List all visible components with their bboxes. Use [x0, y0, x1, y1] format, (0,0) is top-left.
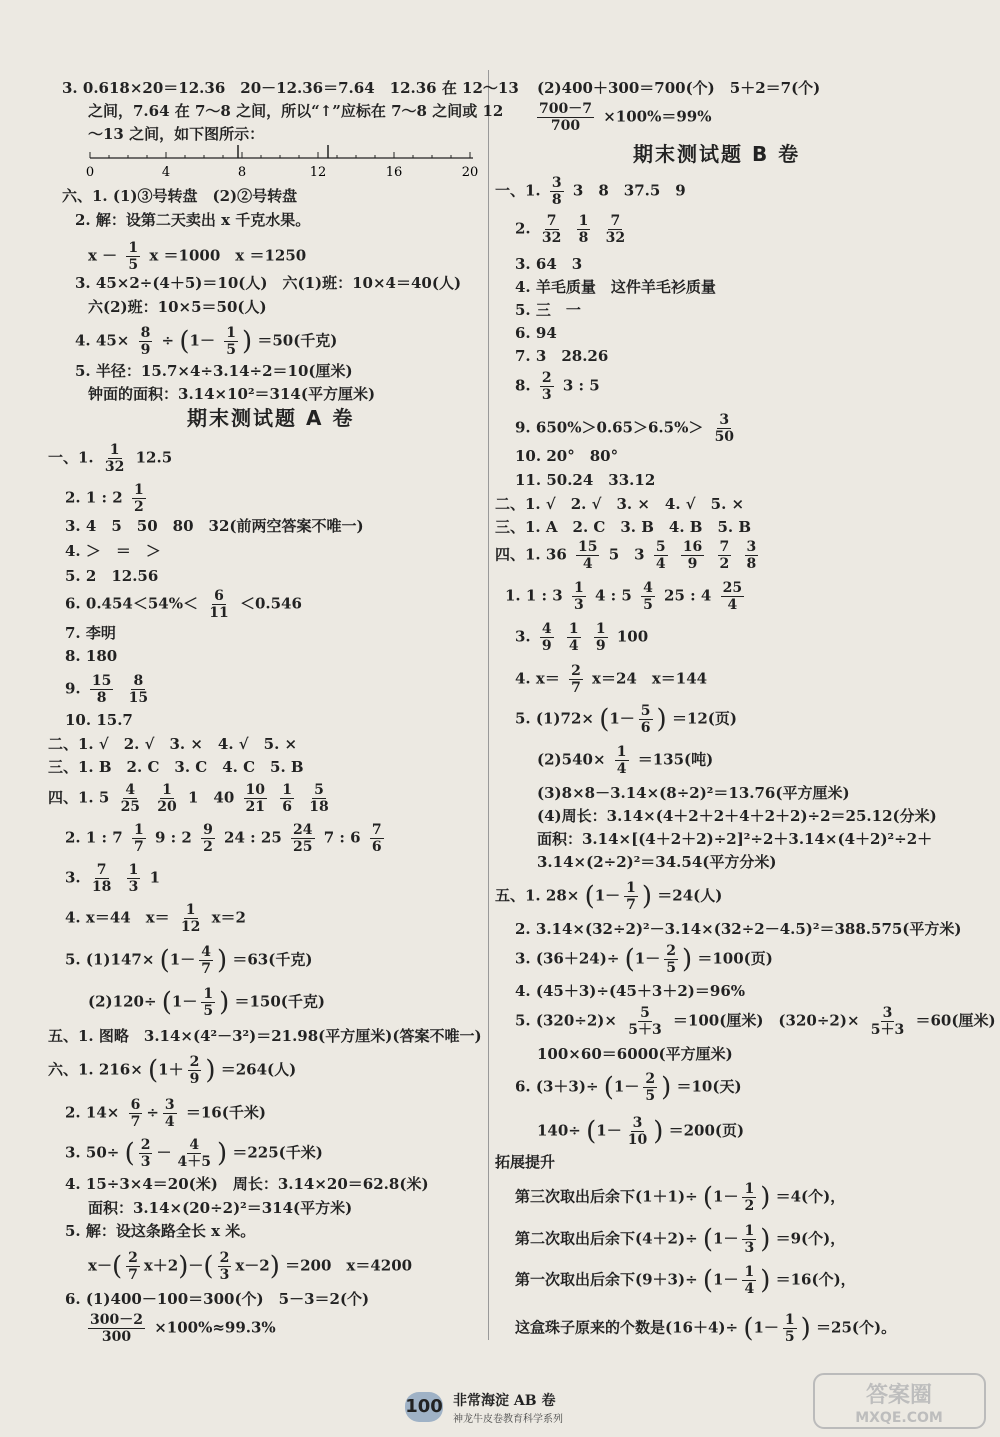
- text: 9. 650%＞0.65＞6.5%＞: [515, 418, 704, 437]
- fraction: $\frac{5}{4}$: [655, 539, 666, 572]
- fraction: $\frac{1}{4}$: [616, 744, 627, 777]
- text: 3.: [515, 627, 531, 646]
- text-line: 3. 0.618×20＝12.36 20－12.36＝7.64 12.36 在 12～13: [62, 79, 519, 97]
- fraction: $\frac{2}{3}$: [140, 1137, 151, 1170]
- equation-line: [65, 588, 302, 621]
- text: 5. (1)72×: [515, 709, 594, 728]
- fraction: $\frac{3}{50}$: [714, 412, 735, 445]
- text-line: 3. 45×2÷(4＋5)＝10(人) 六(1)班：10×4＝40(人): [75, 274, 462, 292]
- fraction: $\frac{8}{15}$: [128, 673, 149, 706]
- text: ×100%＝99%: [603, 107, 712, 126]
- text-line: (2)400＋300＝700(个) 5＋2＝7(个): [537, 79, 821, 97]
- text: 一、1.: [495, 181, 541, 200]
- fraction: $\frac{2}{5}$: [666, 943, 676, 976]
- fraction: $\frac{1}{6}$: [282, 782, 293, 815]
- text-line: 100×60＝6000(平方厘米): [537, 1045, 733, 1063]
- text: 24 : 25: [224, 828, 282, 847]
- equation-line: [65, 673, 154, 706]
- fraction: $\frac{25}{4}$: [722, 580, 743, 613]
- equation-line: [65, 862, 160, 895]
- text: 12.5: [135, 448, 173, 467]
- text: 四、1. 36: [495, 545, 567, 564]
- equation-line: [65, 822, 388, 855]
- equation-line: 5. (1)147× (1－ $\frac{4}{7}$ ) ＝63(千克): [65, 944, 313, 977]
- equation-line: 第二次取出后余下(4＋2)÷ (1－ $\frac{1}{3}$ ) ＝9(个)，: [515, 1223, 846, 1256]
- fraction: $\frac{2}{9}$: [189, 1054, 200, 1087]
- text-line: 六、1. (1)③号转盘 (2)②号转盘: [62, 187, 298, 205]
- text: ＝16(个)，: [775, 1270, 856, 1289]
- fraction: $\frac{3}{10}$: [627, 1115, 648, 1148]
- tick-label: 4: [161, 165, 171, 180]
- text: 5. (320÷2)×: [515, 1011, 617, 1030]
- text-line: 二、1. √ 2. √ 3. × 4. √ 5. ×: [495, 495, 745, 513]
- text-line: 之间，7.64 在 7～8 之间，所以“↑”应标在 7～8 之间或 12: [88, 102, 504, 120]
- fraction: $\frac{2}{7}$: [128, 1250, 138, 1283]
- fraction: $\frac{1}{3}$: [573, 580, 584, 613]
- fraction: $\frac{4}{4+5}$: [177, 1137, 211, 1170]
- fraction: $\frac{15}{8}$: [91, 673, 112, 706]
- fraction: $\frac{1}{3}$: [128, 862, 139, 895]
- text: ＝100(厘米) (320÷2)×: [672, 1011, 860, 1030]
- fraction: $\frac{5}{18}$: [309, 782, 329, 815]
- text: 第二次取出后余下(4＋2)÷: [515, 1229, 698, 1248]
- fraction: $\frac{2}{3}$: [541, 370, 552, 403]
- text: 五、1. 28×: [495, 886, 580, 905]
- equation-line: [65, 482, 150, 515]
- text: ＝16(千米): [185, 1103, 266, 1122]
- text: ＝150(千克): [234, 992, 325, 1011]
- text: 3.: [65, 868, 81, 887]
- text-line: 7. 李明: [65, 624, 116, 642]
- text: 一、1.: [48, 448, 94, 467]
- equation-line: 第一次取出后余下(9＋3)÷ (1－ $\frac{1}{4}$ ) ＝16(个)，: [515, 1264, 856, 1297]
- tick-label: 20: [461, 165, 479, 180]
- fraction: $\frac{300-2}{300}$: [90, 1312, 143, 1345]
- equation-line: [533, 101, 711, 134]
- text: 6. 0.454＜54%＜: [65, 594, 198, 613]
- fraction: $\frac{24}{25}$: [293, 822, 313, 855]
- text: 6. (3＋3)÷: [515, 1077, 599, 1096]
- equation-line: 6. (3＋3)÷ (1－ $\frac{2}{5}$ ) ＝10(天): [515, 1071, 742, 1104]
- text: 9 : 2: [154, 828, 192, 847]
- fraction: $\frac{5}{5+3}$: [628, 1005, 662, 1038]
- fraction: $\frac{3}{8}$: [551, 175, 562, 208]
- text-line: ～13 之间，如下图所示：: [88, 125, 265, 143]
- text-line: 面积：3.14×(20÷2)²＝314(平方米): [88, 1199, 353, 1217]
- text: ＝50(千克): [257, 331, 338, 350]
- text: ＝9(个)，: [775, 1229, 846, 1248]
- text: 1: [149, 868, 161, 887]
- equation-line: [48, 442, 172, 475]
- text-line: 4. ＞ ＝ ＞: [65, 542, 161, 560]
- text-line: 7. 3 28.26: [515, 347, 609, 365]
- text-line: 4. 羊毛质量 这件羊毛衫质量: [515, 278, 716, 296]
- text-line: 3. 4 5 50 80 32(前两空答案不唯一): [65, 517, 364, 535]
- text-line: 5. 三 一: [515, 301, 581, 319]
- equation-line: [84, 1312, 276, 1345]
- text: 2.: [515, 219, 531, 238]
- tick-label: 8: [237, 165, 247, 180]
- text-line: (4)周长：3.14×(4＋2＋2＋4＋2＋2)÷2＝25.12(分米): [537, 807, 937, 825]
- text: x＝24 x＝144: [592, 669, 708, 688]
- section-title-a: 期末测试题 A 卷: [187, 406, 355, 430]
- fraction: $\frac{1}{3}$: [744, 1223, 755, 1256]
- equation-line: 五、1. 28× (1－ $\frac{1}{7}$ ) ＝24(人): [495, 880, 723, 913]
- equation-line: 3. (36＋24)÷ (1－ $\frac{2}{5}$ ) ＝100(页): [515, 943, 773, 976]
- text: ＝24(人): [657, 886, 723, 905]
- text: 8.: [515, 376, 531, 395]
- text: 5 3: [608, 545, 645, 564]
- fraction: $\frac{1}{4}$: [568, 621, 579, 654]
- number-line: [85, 140, 480, 185]
- text: 9.: [65, 679, 81, 698]
- text: 1 40: [188, 788, 235, 807]
- text: x＝2: [211, 908, 246, 927]
- text-line: 5. 解：设这条路全长 x 米。: [65, 1222, 256, 1240]
- fraction: $\frac{4}{9}$: [541, 621, 552, 654]
- fraction: $\frac{7}{32}$: [605, 213, 626, 246]
- text: 第一次取出后余下(9＋3)÷: [515, 1270, 698, 1289]
- fraction: $\frac{1}{5}$: [226, 325, 236, 358]
- fraction: $\frac{7}{32}$: [541, 213, 562, 246]
- text: ＝12(页): [671, 709, 738, 728]
- fraction: $\frac{3}{5+3}$: [870, 1005, 905, 1038]
- text: ＝60(厘米): [915, 1011, 996, 1030]
- text-line: 10. 15.7: [65, 711, 133, 729]
- watermark-cn: 答案圈: [865, 1383, 933, 1408]
- equation-line: 2. 14× $\frac{6}{7}$ ÷ $\frac{3}{4}$ ＝16(千米): [65, 1097, 266, 1130]
- section-subtitle: 拓展提升: [495, 1153, 556, 1171]
- equation-line: [48, 782, 335, 815]
- equation-line: [515, 1005, 996, 1038]
- equation-line: 140÷ (1－ $\frac{3}{10}$ ) ＝200(页): [537, 1115, 745, 1148]
- equation-line: 这盒珠子原来的个数是(16＋4)÷ (1－ $\frac{1}{5}$ ) ＝25(个)。: [515, 1312, 897, 1345]
- text: (2)540×: [537, 750, 606, 769]
- equation-line: 六、1. 216× (1＋ $\frac{2}{9}$ ) ＝264(人): [48, 1054, 297, 1087]
- text: x ＝1000 x ＝1250: [149, 246, 307, 265]
- fraction: $\frac{1}{20}$: [157, 782, 177, 815]
- fraction: $\frac{6}{7}$: [130, 1097, 141, 1130]
- text: 3 8 37.5 9: [572, 181, 686, 200]
- tick-label: 16: [385, 165, 403, 180]
- fraction: $\frac{1}{7}$: [626, 880, 636, 913]
- fraction: $\frac{700-7}{700}$: [539, 101, 592, 134]
- text: 这盒珠子原来的个数是(16＋4)÷: [515, 1318, 739, 1337]
- text: ＝264(人): [220, 1060, 297, 1079]
- text-line: 5. 半径：15.7×4÷3.14÷2＝10(厘米): [75, 362, 353, 380]
- fraction: $\frac{7}{6}$: [371, 822, 382, 855]
- fraction: $\frac{2}{7}$: [571, 663, 581, 696]
- equation-line: 3. 50÷ ( $\frac{2}{3}$ － $\frac{4}{4+5}$ ) ＝225(千米): [65, 1137, 323, 1170]
- text: 2. 14×: [65, 1103, 120, 1122]
- text-line: 六(2)班：10×5＝50(人): [88, 298, 267, 316]
- fraction: $\frac{4}{25}$: [120, 782, 141, 815]
- text: ＝135(吨): [637, 750, 714, 769]
- text: 4 : 5: [594, 586, 632, 605]
- fraction: $\frac{4}{5}$: [643, 580, 653, 613]
- text: ＝100(页): [697, 949, 773, 968]
- text: (2)120÷: [88, 992, 157, 1011]
- text: 100: [616, 627, 649, 646]
- text-line: 三、1. A 2. C 3. B 4. B 5. B: [495, 518, 752, 536]
- fraction: $\frac{1}{12}$: [180, 902, 201, 935]
- text: 4. x＝44 x＝: [65, 908, 170, 927]
- text-line: 10. 20° 80°: [515, 447, 619, 465]
- text: ×100%≈99.3%: [154, 1318, 276, 1337]
- text: 140÷: [537, 1121, 581, 1140]
- text-line: 11. 50.24 33.12: [515, 471, 656, 489]
- text: ＝200 x＝4200: [285, 1256, 413, 1275]
- text: ＜0.546: [239, 594, 302, 613]
- text: 3 : 5: [562, 376, 600, 395]
- equation-line: [515, 663, 707, 696]
- text: ＝25(个)。: [816, 1318, 897, 1337]
- text: 25 : 4: [664, 586, 712, 605]
- text: 第三次取出后余下(1＋1)÷: [515, 1187, 698, 1206]
- text-line: 二、1. √ 2. √ 3. × 4. √ 5. ×: [48, 735, 298, 753]
- page-footer: [405, 1392, 563, 1425]
- tick-label: 0: [85, 165, 95, 180]
- series-title: 非常海淀 AB 卷: [453, 1393, 556, 1409]
- text: 2. 1 : 7: [65, 828, 123, 847]
- fraction: $\frac{1}{8}$: [578, 213, 589, 246]
- text: 4. 45×: [75, 331, 130, 350]
- text: 5. (1)147×: [65, 950, 155, 969]
- equation-line: 第三次取出后余下(1＋1)÷ (1－ $\frac{1}{2}$ ) ＝4(个)，: [515, 1181, 846, 1214]
- text-line: 3. 64 3: [515, 255, 583, 273]
- text: 1. 1 : 3: [505, 586, 563, 605]
- text: 六、1. 216×: [48, 1060, 143, 1079]
- fraction: $\frac{1}{32}$: [104, 442, 125, 475]
- text: 4. x＝: [515, 669, 560, 688]
- text: ÷: [161, 331, 175, 350]
- text: ＝225(千米): [232, 1143, 323, 1162]
- equation-line: [515, 412, 740, 445]
- text-line: 三、1. B 2. C 3. C 4. C 5. B: [48, 758, 304, 776]
- fraction: $\frac{5}{6}$: [640, 703, 651, 736]
- text: ＝10(天): [676, 1077, 742, 1096]
- text: ＝63(千克): [232, 950, 313, 969]
- fraction: $\frac{3}{4}$: [164, 1097, 175, 1130]
- fraction: $\frac{1}{4}$: [744, 1264, 755, 1297]
- watermark-logo: [812, 1372, 987, 1430]
- fraction: $\frac{7}{2}$: [719, 539, 730, 572]
- text-line: 5. 2 12.56: [65, 567, 159, 585]
- fraction: $\frac{1}{9}$: [595, 621, 606, 654]
- text-line: 面积：3.14×[(4＋2＋2)÷2]²÷2＋3.14×(4＋2)²÷2＋: [537, 830, 933, 848]
- text: ＝4(个)，: [775, 1187, 846, 1206]
- tick-label: 12: [309, 165, 327, 180]
- equation-line: [515, 370, 600, 403]
- text: 3. 50÷: [65, 1143, 120, 1162]
- page-number: 100: [405, 1392, 443, 1422]
- text-line: 4. (45＋3)÷(45＋3＋2)＝96%: [515, 982, 746, 1000]
- fraction: $\frac{2}{5}$: [645, 1071, 656, 1104]
- fraction: $\frac{1}{2}$: [133, 482, 144, 515]
- equation-line: [88, 240, 306, 273]
- equation-line: [515, 621, 648, 654]
- fraction: $\frac{9}{2}$: [203, 822, 213, 855]
- text-line: 2. 3.14×(32÷2)²－3.14×(32÷2－4.5)²＝388.575(平方米): [515, 920, 962, 938]
- fraction: $\frac{7}{18}$: [91, 862, 112, 895]
- equation-line: [537, 744, 713, 777]
- equation-line: [495, 175, 686, 208]
- fraction: $\frac{4}{7}$: [201, 944, 211, 977]
- text-line: 6. 94: [515, 324, 557, 342]
- text-line: (3)8×8－3.14×(8÷2)²＝13.76(平方厘米): [537, 784, 850, 802]
- text-line: 8. 180: [65, 647, 118, 665]
- fraction: $\frac{1}{5}$: [784, 1312, 795, 1345]
- fraction: $\frac{1}{5}$: [203, 986, 214, 1019]
- text-line: 五、1. 图略 3.14×(4²－3²)＝21.98(平方厘米)(答案不唯一): [48, 1027, 482, 1045]
- fraction: $\frac{1}{2}$: [744, 1181, 755, 1214]
- equation-line: [515, 213, 631, 246]
- watermark-en: MXQE.COM: [855, 1410, 943, 1426]
- fraction: $\frac{8}{9}$: [140, 325, 151, 358]
- text: x －: [88, 246, 118, 265]
- fraction: $\frac{16}{9}$: [682, 539, 703, 572]
- equation-line: (2)120÷ (1－ $\frac{1}{5}$ ) ＝150(千克): [88, 986, 325, 1019]
- text-line: 4. 15÷3×4＝20(米) 周长：3.14×20＝62.8(米): [65, 1175, 429, 1193]
- publisher-line: 神龙牛皮卷教育科学系列: [453, 1414, 563, 1425]
- text: 2. 1 : 2: [65, 488, 123, 507]
- section-title-b: 期末测试题 B 卷: [633, 142, 801, 166]
- fraction: $\frac{3}{8}$: [746, 539, 757, 572]
- equation-line: [495, 539, 762, 572]
- text: 7 : 6: [323, 828, 361, 847]
- text-line: 3.14×(2÷2)²＝34.54(平方分米): [537, 853, 777, 871]
- equation-line: x－( $\frac{2}{7}$ x＋2)－( $\frac{2}{3}$ x－2) ＝200 x＝4200: [88, 1250, 413, 1283]
- equation-line: [505, 580, 748, 613]
- equation-line: 5. (1)72× (1－ $\frac{5}{6}$ ) ＝12(页): [515, 703, 738, 736]
- text: 3. (36＋24)÷: [515, 949, 620, 968]
- text: ＝200(页): [668, 1121, 745, 1140]
- equation-line: [65, 902, 246, 935]
- text: 1－: [189, 331, 215, 350]
- column-divider: [488, 70, 489, 1340]
- fraction: $\frac{1}{7}$: [133, 822, 144, 855]
- fraction: $\frac{10}{21}$: [245, 782, 266, 815]
- fraction: $\frac{15}{4}$: [578, 539, 598, 572]
- text-line: 2. 解：设第二天卖出 x 千克水果。: [75, 211, 311, 229]
- fraction: $\frac{6}{11}$: [209, 588, 229, 621]
- equation-line: 4. 45× $\frac{8}{9}$ ÷ (1－ $\frac{1}{5}$ ) ＝50(千克): [75, 325, 338, 358]
- text: 四、1. 5: [48, 788, 110, 807]
- fraction: $\frac{2}{3}$: [219, 1250, 230, 1283]
- text-line: 钟面的面积：3.14×10²＝314(平方厘米): [88, 385, 376, 403]
- fraction: $\frac{1}{5}$: [128, 240, 139, 273]
- text-line: 6. (1)400－100＝300(个) 5－3＝2(个): [65, 1290, 370, 1308]
